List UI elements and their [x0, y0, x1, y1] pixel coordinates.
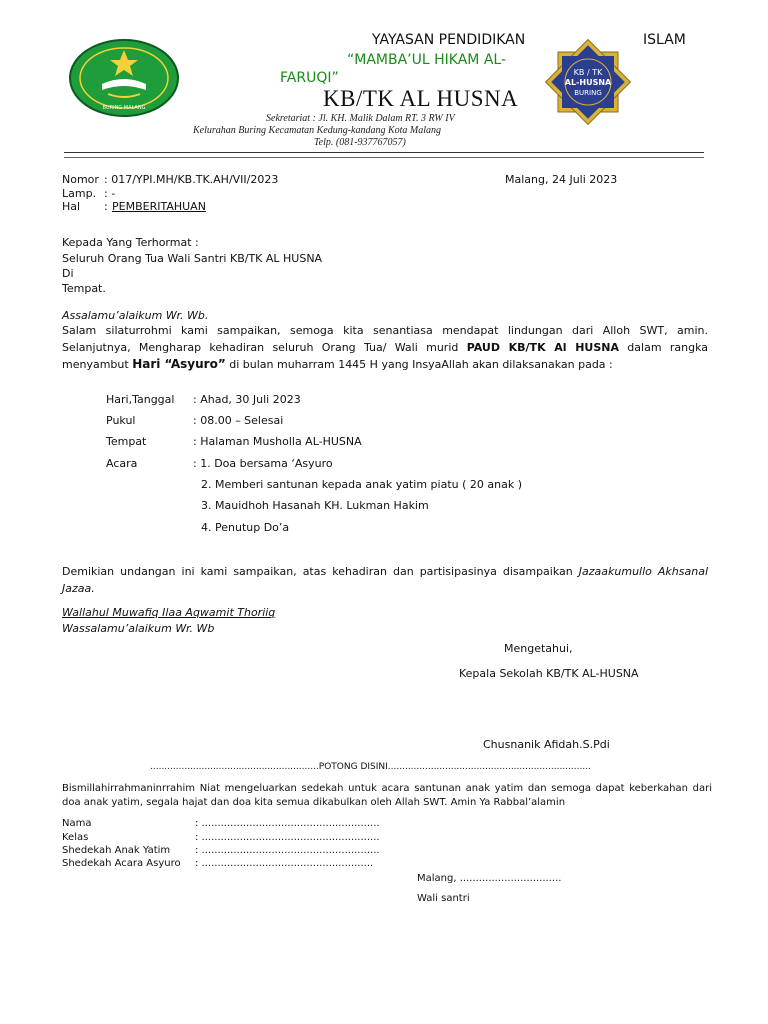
slip-intro: Bismillahirrahmaninrrahim Niat mengeluarkan sedekah untuk acara santunan anak yatim dan semoga dapat keberkahan dari doa anak yatim, segala hajat dan doa kita semua dikabulkan oleh Allah SWT. Amin Ya Rabbal’alamin — [62, 783, 712, 808]
star-badge-icon — [541, 35, 635, 129]
svg-text:BURING: BURING — [574, 89, 602, 97]
slip-field-label: Nama — [62, 818, 92, 829]
slip-field-label: Kelas — [62, 832, 89, 843]
slip-signer: Wali santri — [417, 893, 470, 904]
closing-paragraph: Demikian undangan ini kami sampaikan, atas kehadiran dan partisipasinya disampaikan Jazaakumullo Akhsanal Jazaa. — [62, 565, 709, 595]
svg-text:KB / TK: KB / TK — [573, 68, 603, 77]
signature-name: Chusnanik Afidah.S.Pdi — [483, 738, 610, 751]
lamp-value: : - — [104, 187, 116, 200]
foundation-name-line1: “MAMBA’UL HIKAM AL- — [347, 52, 506, 68]
letter-date: Malang, 24 Juli 2023 — [505, 173, 618, 186]
event-value: : 1. Doa bersama ‘Asyuro — [193, 457, 333, 470]
recipient-line: Seluruh Orang Tua Wali Santri KB/TK AL HUSNA — [62, 252, 323, 265]
svg-text:BURING MALANG: BURING MALANG — [102, 105, 146, 111]
slip-place-date: Malang, ................................ — [417, 873, 562, 884]
event-value: : Halaman Musholla AL-HUSNA — [193, 435, 362, 448]
closing-prayer: Wallahul Muwafiq Ilaa Aqwamit Thoriiq — [62, 606, 276, 619]
address-kelurahan: Kelurahan Buring Kecamatan Kedung-kandang Kota Malang — [193, 125, 442, 136]
slip-field-blank[interactable]: : ........................................................ — [195, 832, 380, 843]
hal-label: Hal — [62, 200, 81, 213]
svg-text:AL-HUSNA: AL-HUSNA — [564, 78, 612, 87]
recipient-line: Di — [62, 267, 74, 280]
slip-field-label: Shedekah Acara Asyuro — [62, 858, 181, 869]
cut-line: ...........................................................POTONG DISINI....................................................................... — [150, 762, 591, 772]
foundation-title-tail: ISLAM — [643, 32, 686, 48]
hal-value: PEMBERITAHUAN — [112, 200, 206, 213]
event-label: Hari,Tanggal — [106, 393, 175, 406]
foundation-name-line2: FARUQI” — [280, 70, 339, 86]
signature-role: Kepala Sekolah KB/TK AL-HUSNA — [459, 667, 639, 680]
slip-field-blank[interactable]: : ........................................................ — [195, 818, 380, 829]
nomor-value: : 017/YPI.MH/KB.TK.AH/VII/2023 — [104, 173, 279, 186]
foundation-title: YAYASAN PENDIDIKAN — [372, 32, 526, 48]
closing-salam: Wassalamu’alaikum Wr. Wb — [62, 622, 215, 635]
address-secretariat: Sekretariat : Jl. KH. Malik Dalam RT. 3 RW IV — [266, 113, 455, 124]
school-logo-left — [68, 38, 180, 118]
header-divider-thin — [64, 157, 704, 158]
lamp-label: Lamp. — [62, 187, 97, 200]
acara-item: 3. Mauidhoh Hasanah KH. Lukman Hakim — [201, 499, 429, 512]
school-logo-right — [541, 35, 635, 129]
slip-field-label: Shedekah Anak Yatim — [62, 845, 171, 856]
event-value: : Ahad, 30 Juli 2023 — [193, 393, 301, 406]
acara-item: 4. Penutup Do’a — [201, 521, 290, 534]
hal-colon: : — [104, 200, 108, 213]
phone-number: Telp. (081-937767057) — [314, 137, 406, 148]
recipient-line: Kepada Yang Terhormat : — [62, 236, 199, 249]
event-label: Tempat — [106, 435, 147, 448]
slip-field-blank[interactable]: : ........................................................ — [195, 845, 380, 856]
event-label: Pukul — [106, 414, 136, 427]
school-name: KB/TK AL HUSNA — [323, 86, 519, 111]
event-label: Acara — [106, 457, 138, 470]
slip-field-blank[interactable]: : ...................................................... — [195, 858, 374, 869]
header-divider — [64, 152, 704, 153]
event-value: : 08.00 – Selesai — [193, 414, 284, 427]
body-paragraph: Salam silaturrohmi kami sampaikan, semoga kita senantiasa mendapat lindungan dari Alloh SWT, amin. Selanjutnya, Mengharap kehadiran seluruh Orang Tua/ Wali murid PAUD KB/TK Al HUSNA dalam rangka menyambut Hari “Asyuro” di bulan muharram 1445 H yang InsyaAllah akan dilaksanakan pada : — [62, 324, 708, 371]
greeting: Assalamu’alaikum Wr. Wb. — [62, 309, 209, 322]
acara-item: 2. Memberi santunan kepada anak yatim piatu ( 20 anak ) — [201, 478, 522, 491]
crest-icon — [68, 38, 180, 118]
nomor-label: Nomor — [62, 173, 99, 186]
signature-mengetahui: Mengetahui, — [504, 642, 573, 655]
recipient-line: Tempat. — [62, 282, 106, 295]
